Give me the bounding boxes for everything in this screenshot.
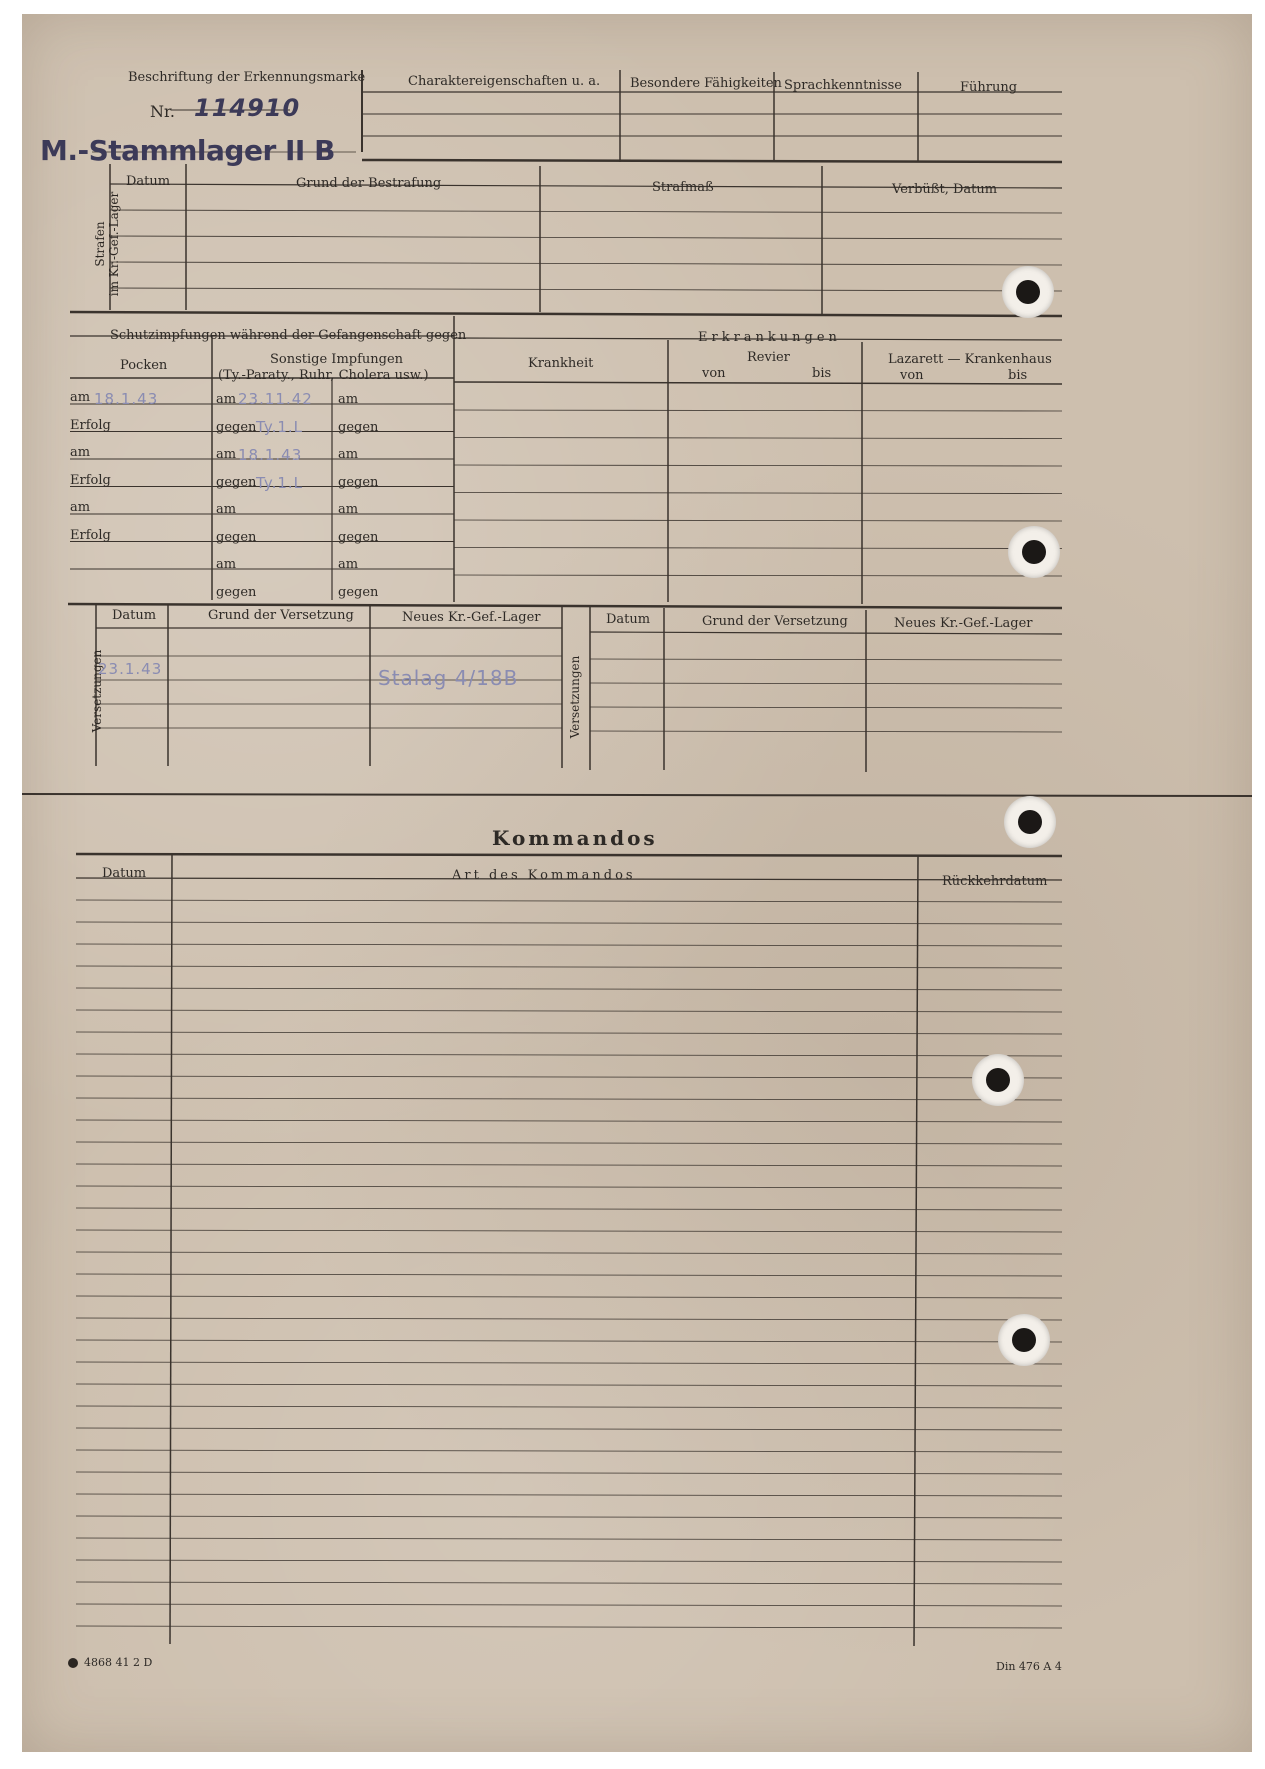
transfer-col-reason-right: Grund der Versetzung	[702, 614, 848, 629]
rule-line	[76, 1208, 1062, 1210]
vacc-col-other-2: (Ty.-Paraty., Ruhr, Cholera usw.)	[218, 368, 429, 383]
vacc-other-row-label: am	[216, 557, 237, 572]
ill-col-ward: Revier	[747, 350, 790, 365]
vacc-pox-row-label: Erfolg	[70, 527, 111, 543]
punish-col-served: Verbüßt, Datum	[892, 182, 998, 197]
header-bottom-rule	[362, 160, 1062, 162]
ill-col-hospital: Lazarett — Krankenhaus	[888, 352, 1052, 367]
other-date-2: 18.1.43	[238, 446, 303, 464]
ill-header: Erkrankungen	[698, 330, 841, 345]
rule-line	[76, 1010, 1062, 1012]
rule-line	[76, 1076, 1062, 1078]
rule-line	[454, 410, 1062, 411]
rule-line	[76, 1186, 1062, 1188]
other-against-2: Ty.1.L	[256, 474, 304, 492]
form-sheet	[22, 14, 1252, 1752]
rule-line	[76, 944, 1062, 946]
vacc-other2-row-label: am	[338, 502, 359, 517]
nr-value: 114910	[194, 94, 301, 122]
ill-hosp-von: von	[900, 368, 924, 383]
punishments-side-label-1: Strafen	[93, 221, 107, 267]
punishments-side-label	[93, 189, 121, 299]
col-languages: Sprachkenntnisse	[784, 78, 902, 93]
form-grid-lines	[22, 14, 1252, 1752]
col-character: Charaktereigenschaften u. a.	[408, 74, 601, 89]
transfer-entry-camp: Stalag 4/18B	[378, 666, 519, 690]
vacc-pox-row-label: am	[70, 390, 91, 405]
rule-line	[454, 382, 1062, 384]
rule-line	[76, 1054, 1062, 1056]
vacc-col-other-1: Sonstige Impfungen	[270, 352, 404, 367]
rule-line	[76, 1142, 1062, 1144]
rule-line	[76, 1296, 1062, 1298]
ill-col-illness: Krankheit	[528, 356, 594, 371]
rule-line	[76, 1230, 1062, 1232]
vacc-other-row-label: am	[216, 392, 237, 407]
vacc-other2-row-label: am	[338, 557, 359, 572]
rule-line	[76, 1098, 1062, 1100]
rule-line	[454, 575, 1062, 576]
vacc-other-row-label: gegen	[216, 419, 257, 435]
vacc-other-row-label: gegen	[216, 474, 257, 490]
punch-hole	[972, 1054, 1024, 1106]
vacc-pox-row-label: Erfolg	[70, 472, 111, 488]
vacc-header: Schutzimpfungen während der Gefangenschaft gegen	[110, 328, 467, 343]
rule-line	[110, 236, 1062, 239]
rule-line	[76, 1362, 1062, 1364]
rule-line	[76, 988, 1062, 990]
rule-line	[76, 1340, 1062, 1342]
vacc-other2-row-label: gegen	[338, 419, 379, 435]
col-conduct: Führung	[960, 80, 1018, 95]
rule-line	[590, 659, 1062, 660]
vacc-col-pox: Pocken	[120, 358, 168, 373]
rule-line	[76, 900, 1062, 902]
rule-line	[590, 632, 1062, 634]
camp-stamp: M.-Stammlager II B	[40, 134, 335, 167]
din-label: Din 476 A 4	[996, 1660, 1062, 1673]
vacc-other2-row-label: gegen	[338, 474, 379, 490]
vacc-pox-row-label: am	[70, 445, 91, 460]
other-date-1: 23.11.42	[238, 390, 313, 408]
rule-line	[590, 683, 1062, 684]
vacc-other2-row-label: am	[338, 392, 359, 407]
transfer-col-camp-right: Neues Kr.-Gef.-Lager	[894, 616, 1033, 631]
kommandos-col-return: Rückkehrdatum	[942, 874, 1048, 889]
transfer-col-camp-left: Neues Kr.-Gef.-Lager	[402, 610, 541, 625]
rule-line	[76, 1164, 1062, 1166]
rule-line	[454, 465, 1062, 466]
ill-ward-von: von	[702, 366, 726, 381]
rule-line	[76, 1384, 1062, 1386]
rule-line	[110, 262, 1062, 265]
punishments-side-label-2: im Kr.-Gef.-Lager	[107, 191, 121, 297]
rule-line	[590, 707, 1062, 708]
kommandos-top-rule	[76, 854, 1062, 856]
rule-line	[76, 1274, 1062, 1276]
transfers-side-label-right: Versetzungen	[568, 655, 582, 739]
kommandos-col-type: Art des Kommandos	[452, 868, 636, 883]
transfer-col-reason-left: Grund der Versetzung	[208, 608, 354, 623]
punish-col-reason: Grund der Bestrafung	[296, 176, 442, 191]
rule-line	[454, 493, 1062, 494]
rule-line	[110, 288, 1062, 291]
punish-col-date: Datum	[126, 174, 171, 189]
rule-line	[110, 210, 1062, 213]
punch-hole	[998, 1314, 1050, 1366]
rule-line	[76, 1428, 1062, 1430]
punch-hole	[1004, 796, 1056, 848]
kommandos-col-date: Datum	[102, 866, 147, 881]
section-divider	[22, 794, 1252, 796]
print-logo-icon	[68, 1658, 78, 1668]
vacc-other-row-label: am	[216, 447, 237, 462]
vacc-other2-row-label: gegen	[338, 529, 379, 545]
rule-line	[76, 1450, 1062, 1452]
rule-line	[76, 1032, 1062, 1034]
transfer-col-date-right: Datum	[606, 612, 651, 627]
vacc-other-row-label: am	[216, 502, 237, 517]
punishments-bottom-rule	[70, 312, 1062, 316]
rule-line	[76, 966, 1062, 968]
rule-line	[170, 854, 172, 1644]
punish-col-measure: Strafmaß	[652, 180, 714, 195]
punch-hole	[1002, 266, 1054, 318]
transfer-col-date-left: Datum	[112, 608, 157, 623]
rule-line	[454, 520, 1062, 521]
rule-line	[76, 922, 1062, 924]
rule-line	[76, 1120, 1062, 1122]
print-code	[68, 1656, 152, 1669]
transfers-side-label-left: Versetzungen	[90, 649, 104, 733]
rule-line	[76, 1406, 1062, 1408]
other-against-1: Ty.1.L	[256, 418, 304, 436]
print-code-text: 4868 41 2 D	[84, 1656, 153, 1669]
vacc-other2-row-label: am	[338, 447, 359, 462]
pox-entry-1: 18.1.43	[94, 390, 159, 408]
transfer-entry-date: 23.1.43	[98, 660, 163, 678]
rule-line	[76, 1472, 1062, 1474]
rule-line	[454, 548, 1062, 549]
rule-line	[914, 856, 918, 1646]
vacc-pox-row-label: am	[70, 500, 91, 515]
ill-ward-bis: bis	[812, 366, 832, 381]
rule-line	[76, 1318, 1062, 1320]
rule-line	[590, 731, 1062, 732]
rule-line	[76, 1252, 1062, 1254]
ill-hosp-bis: bis	[1008, 368, 1028, 383]
vacc-pox-row-label: Erfolg	[70, 417, 111, 433]
nr-label: Nr.	[150, 102, 175, 121]
vacc-other-row-label: gegen	[216, 584, 257, 600]
kommandos-title: Kommandos	[492, 826, 658, 850]
tag-label: Beschriftung der Erkennungsmarke	[128, 70, 366, 85]
col-skills: Besondere Fähigkeiten	[630, 76, 782, 91]
vacc-other-row-label: gegen	[216, 529, 257, 545]
rule-line	[454, 438, 1062, 439]
vacc-other2-row-label: gegen	[338, 584, 379, 600]
punch-hole	[1008, 526, 1060, 578]
